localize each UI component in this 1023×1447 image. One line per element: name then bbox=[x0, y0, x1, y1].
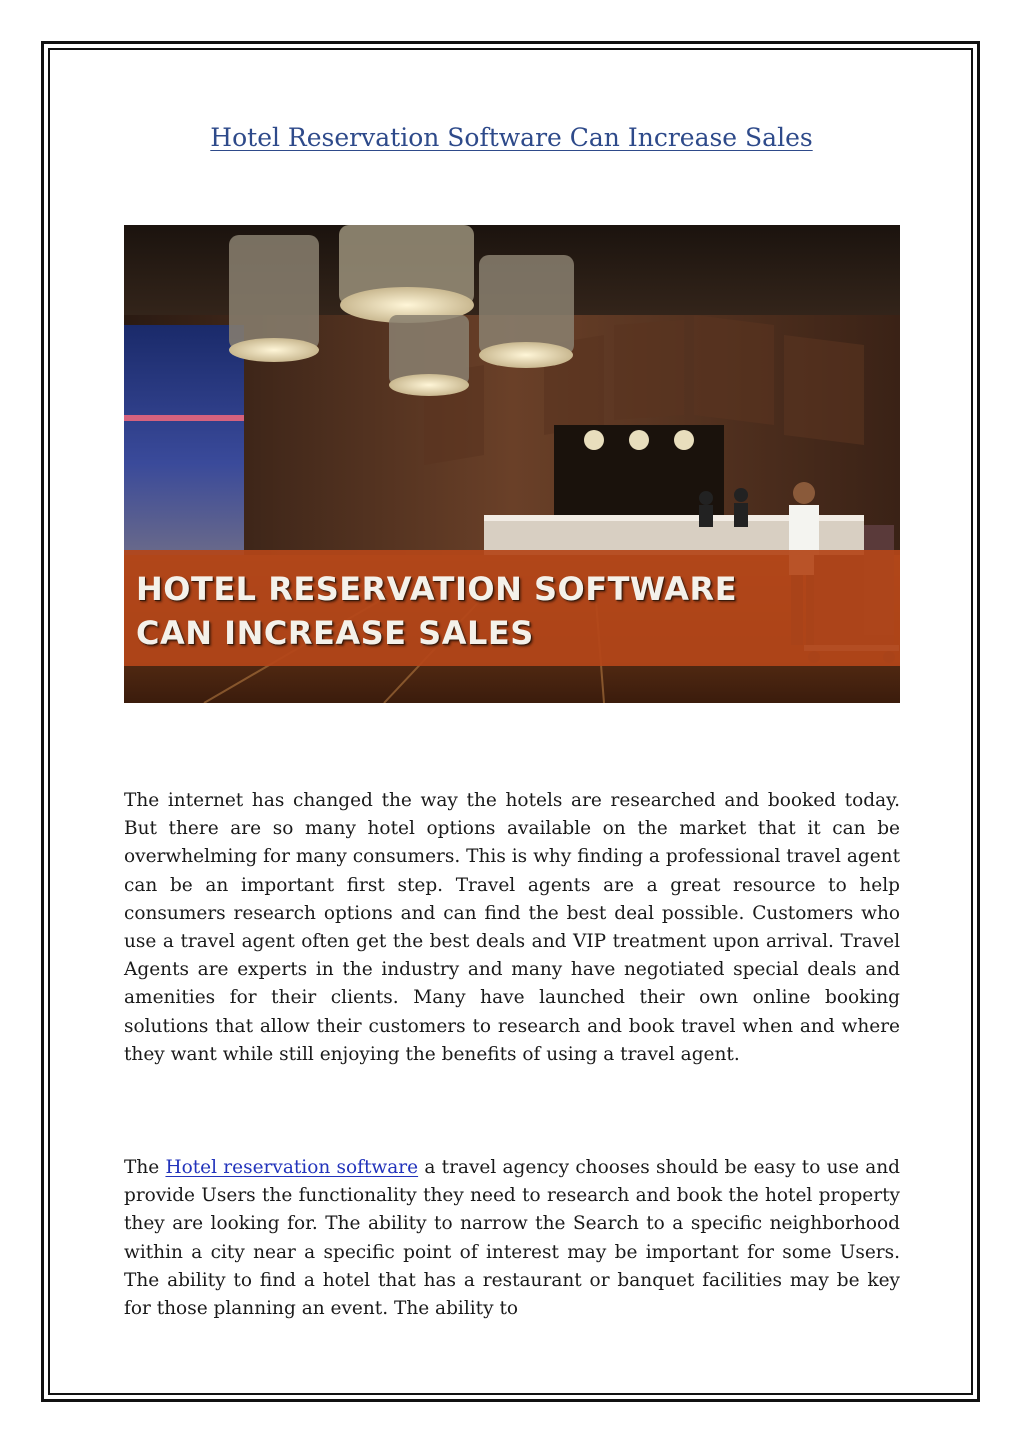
document-title-text: Hotel Reservation Software Can Increase Sales bbox=[210, 123, 813, 152]
hotel-reservation-software-link[interactable]: Hotel reservation software bbox=[165, 1157, 419, 1178]
hero-banner bbox=[124, 550, 900, 666]
body-paragraph-1: The internet has changed the way the hotels are researched and booked today. But there are so many hotel options available on the market that it can be overwhelming for many consumers. This is why finding a professional travel agent can be an important first step. Travel agents are a great resource to help consumers research options and can find the best deal possible. Customers who use a travel agent often get the best deals and VIP treatment upon arrival. Travel Agents are experts in the industry and many have negotiated special deals and amenities for their clients. Many have launched their own online booking solutions that allow their customers to research and book travel when and where they want while still enjoying the benefits of using a travel agent. bbox=[124, 790, 900, 1065]
hero-banner-line1: HOTEL RESERVATION SOFTWARE bbox=[136, 570, 738, 608]
document-title bbox=[0, 123, 1023, 152]
paragraph-2-rest: a travel agency chooses should be easy to use and provide Users the functionality they need to research and book the hotel property they are looking for. The ability to narrow the Search to a specific neighborhood within a city near a specific point of interest may be important for some Users. The ability to find a hotel that has a restaurant or banquet facilities may be key for those planning an event. The ability to bbox=[124, 1157, 900, 1320]
body-paragraph-2 bbox=[124, 1154, 900, 1323]
hero-image bbox=[124, 225, 900, 703]
hero-banner-line2: CAN INCREASE SALES bbox=[136, 614, 534, 652]
paragraph-2-prefix: The bbox=[124, 1157, 166, 1178]
